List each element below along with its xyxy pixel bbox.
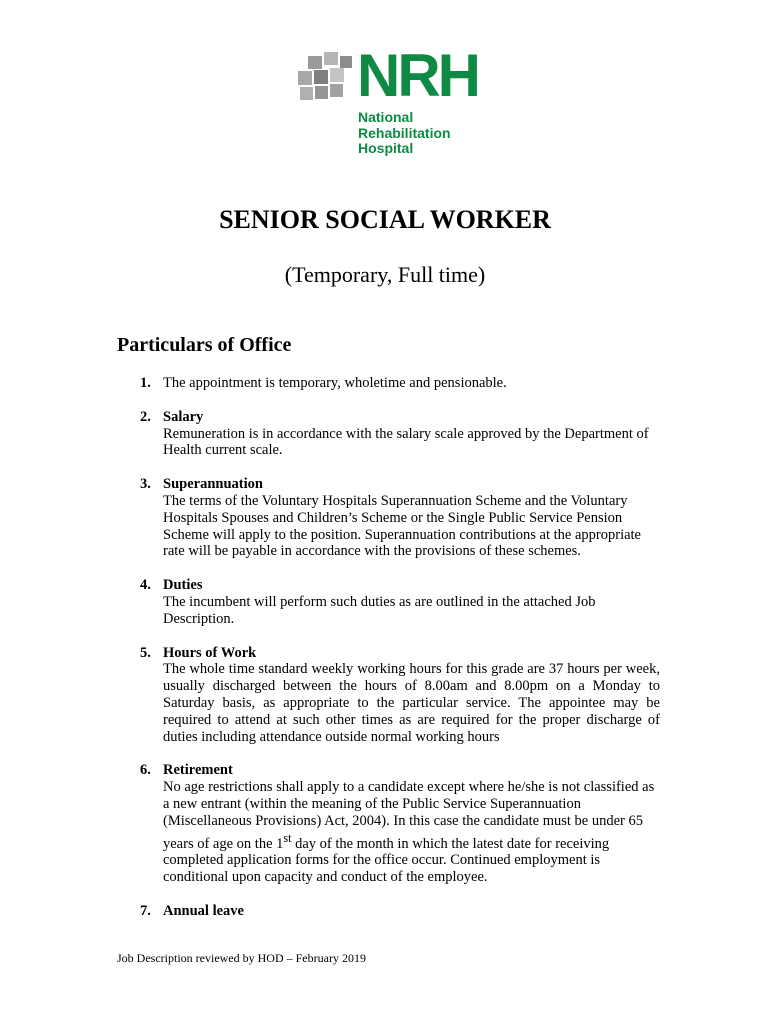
item-heading: Retirement — [163, 762, 233, 779]
item-heading: Salary — [163, 408, 204, 425]
section-heading: Particulars of Office — [117, 334, 292, 356]
item-number: 7. — [140, 902, 151, 919]
item-text: The terms of the Voluntary Hospitals Superannuation Scheme and the Voluntary Hospitals Spouses and Children’s Scheme or the Single Public Service Pension Scheme will apply to the position. Superannuation contributions at the appropriate rate will be payable in accordance with the provisions of these schemes. — [163, 492, 641, 560]
page-footer: Job Description reviewed by HOD – February 2019 — [117, 951, 366, 965]
item-text: The incumbent will perform such duties as are outlined in the attached Job Description. — [163, 593, 596, 627]
item-heading: Annual leave — [163, 902, 244, 919]
item-number: 6. — [140, 762, 151, 779]
nrh-logo — [296, 42, 486, 156]
item-text-part: day of the month in which the latest date for receiving completed application forms for the office occur. Continued employment is conditional upon capacity and conduct of the employee. — [163, 835, 610, 885]
item-number: 1. — [140, 375, 151, 391]
list-item — [130, 476, 660, 560]
item-number: 2. — [140, 408, 151, 425]
list-item — [130, 903, 660, 920]
item-text — [163, 779, 660, 886]
item-number: 5. — [140, 644, 151, 661]
logo-hospital-name — [358, 110, 451, 157]
logo-name-line: Hospital — [358, 140, 414, 156]
list-item — [130, 375, 660, 392]
logo-name-line: National — [358, 109, 414, 125]
document-title: SENIOR SOCIAL WORKER — [219, 205, 551, 234]
logo-name-line: Rehabilitation — [358, 124, 451, 141]
item-number: 3. — [140, 476, 151, 493]
document-subtitle: (Temporary, Full time) — [284, 262, 486, 287]
item-text-part: No age restrictions shall apply to a candidate except where he/she is not classified as a new entrant (within the meaning of the Public Service Superannuation (Miscellaneous Provisions) Act, 2004). In this case the candidate must be under 65 years of age on the 1 — [163, 779, 655, 852]
item-heading: Hours of Work — [163, 644, 257, 661]
list-item — [130, 645, 660, 746]
item-heading: Duties — [163, 577, 203, 594]
ordinal-superscript: st — [283, 830, 292, 845]
list-item — [130, 577, 660, 627]
logo-letters: NRH — [357, 42, 478, 109]
item-text: The appointment is temporary, wholetime and pensionable. — [163, 375, 507, 391]
item-text: The whole time standard weekly working hours for this grade are 37 hours per week, usually discharged between the hours of 8.00am and 8.00pm on a Monday to Saturday basis, as appropriate to the particular service. The appointee may be required to attend at such other times as are required for the proper discharge of duties including attendance outside normal working hours — [163, 661, 660, 745]
nrh-logo-mark-icon — [296, 52, 354, 102]
list-item — [130, 409, 660, 459]
list-item — [130, 762, 660, 885]
item-heading: Superannuation — [163, 476, 263, 493]
item-text: Remuneration is in accordance with the salary scale approved by the Department of Health current scale. — [163, 425, 649, 459]
item-number: 4. — [140, 577, 151, 594]
particulars-list — [130, 375, 660, 937]
